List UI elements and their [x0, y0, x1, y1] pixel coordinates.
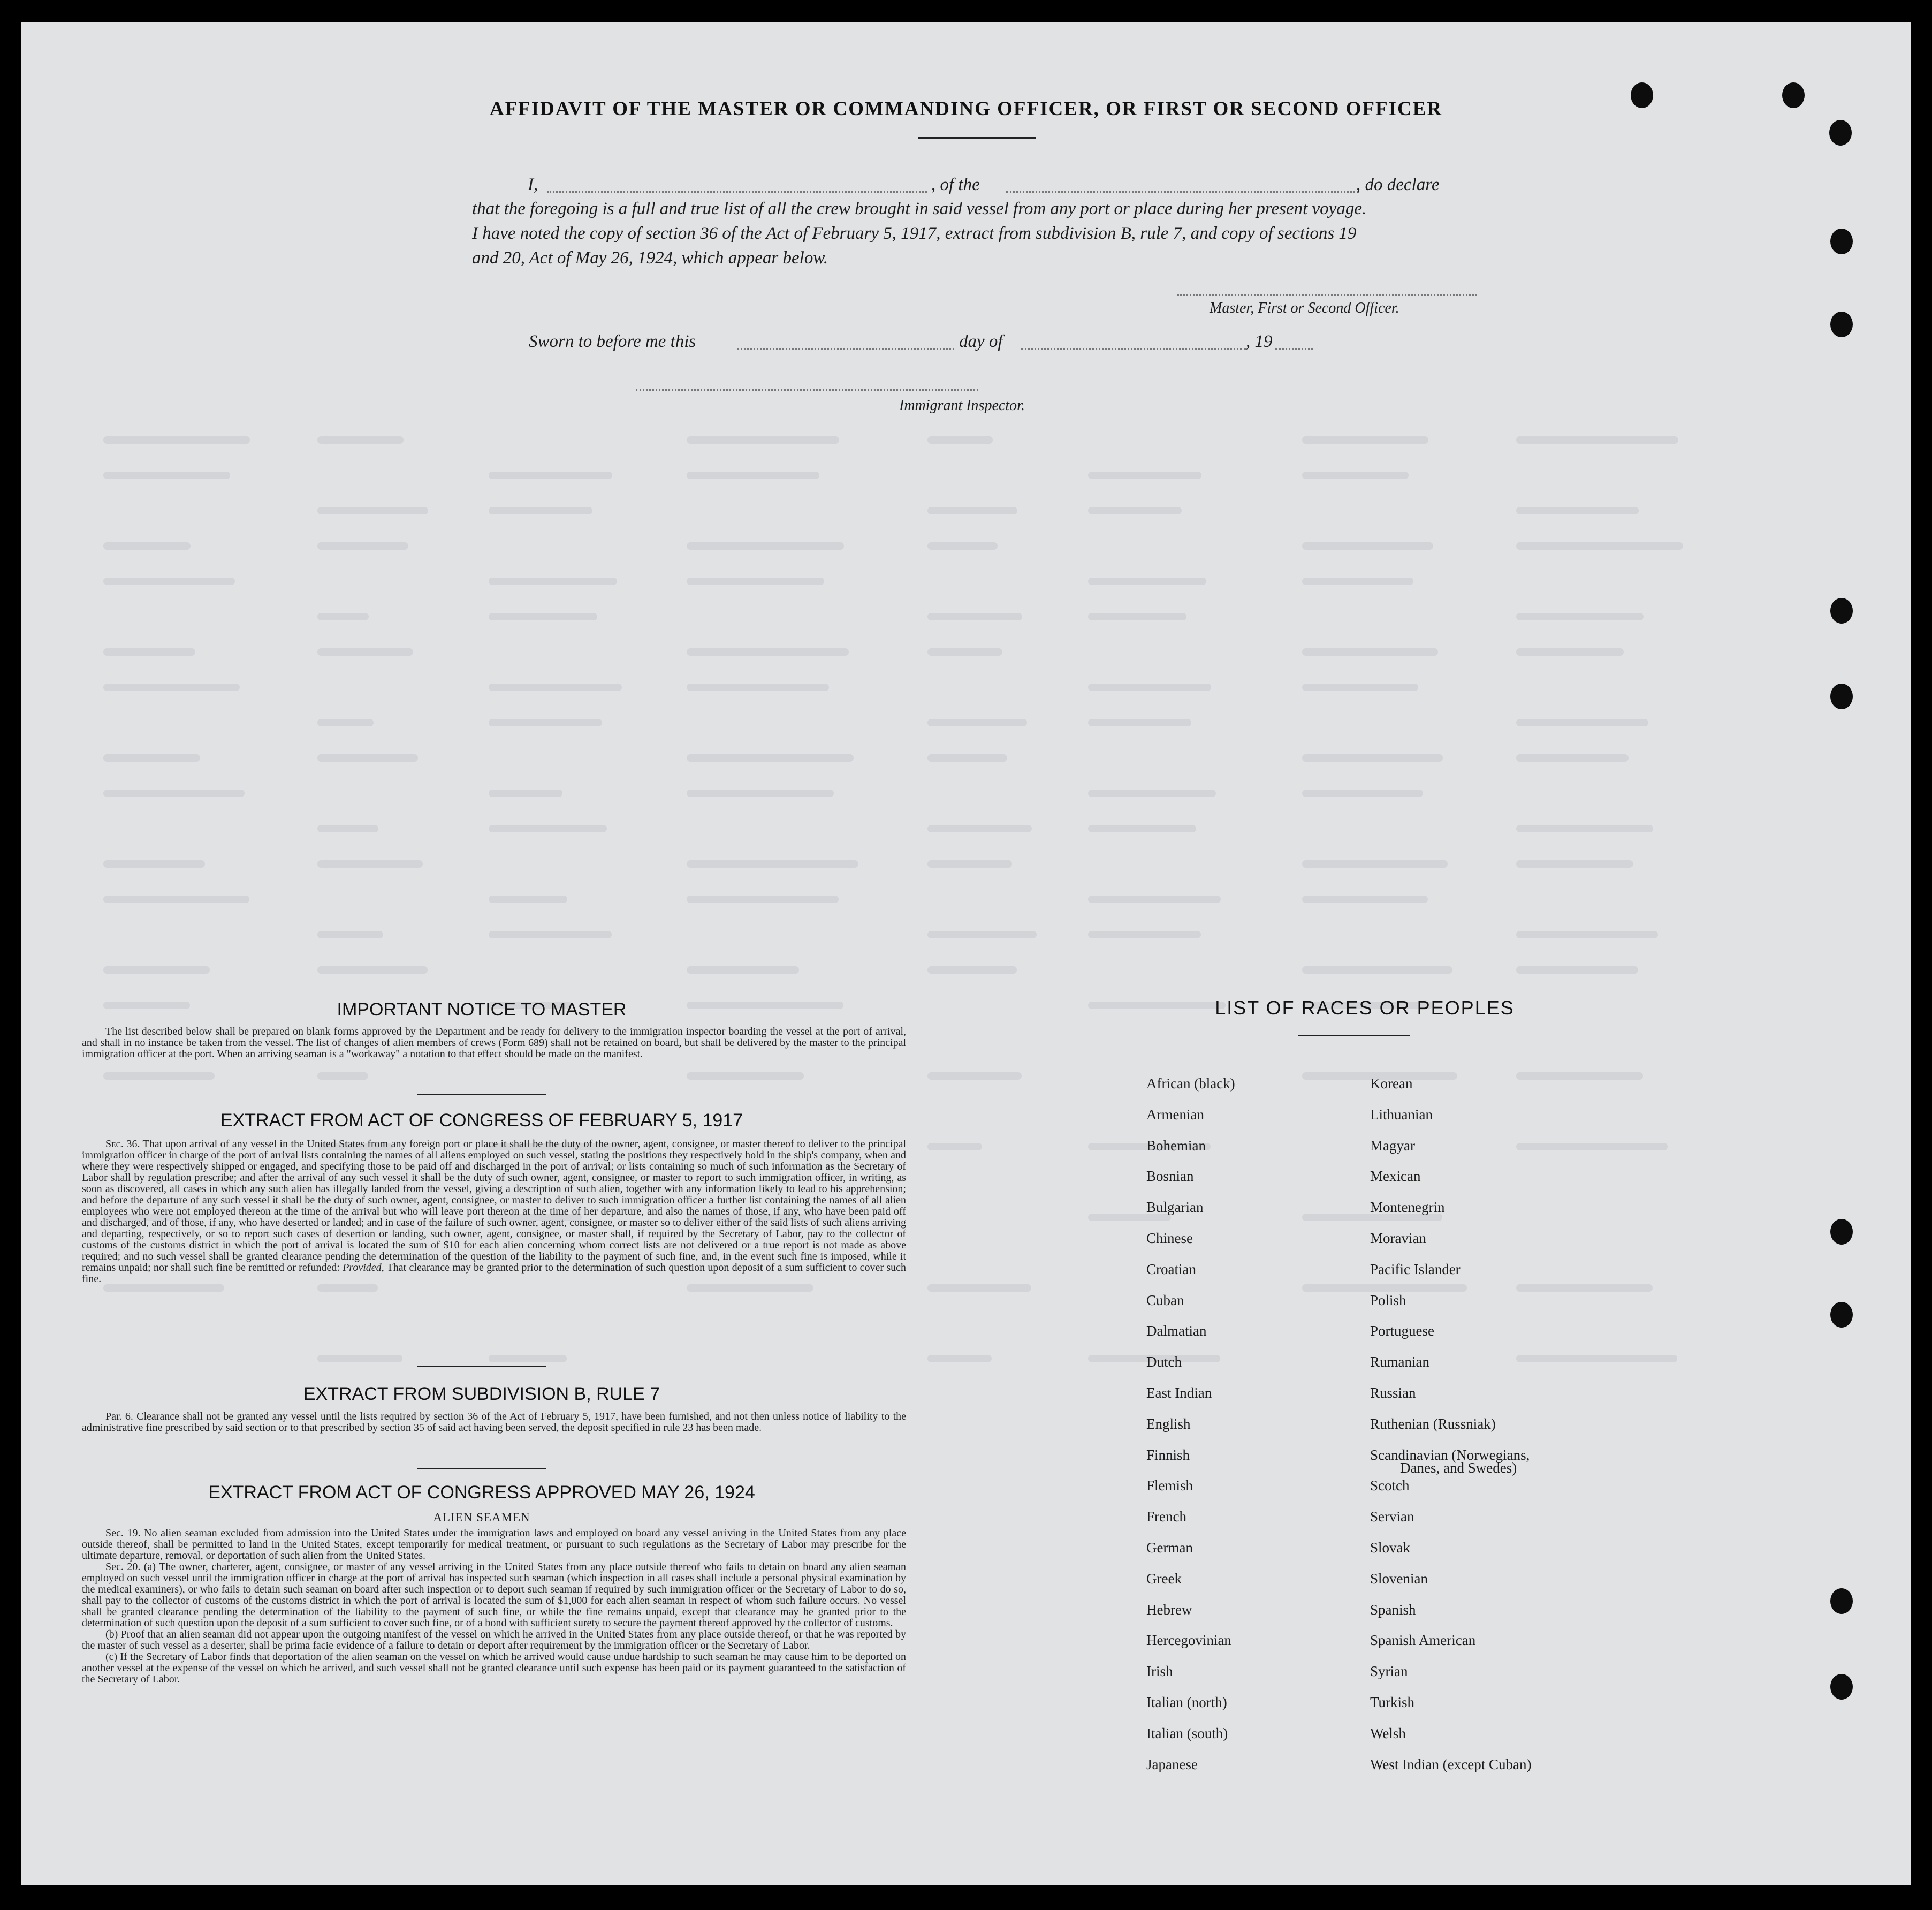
punch-hole	[1830, 312, 1853, 337]
races-divider	[1298, 1035, 1410, 1036]
sec-20a-body: Sec. 20. (a) The owner, charterer, agent, consignee, or master of any vessel arriving in the United States from any place outside thereof who fails to detain on board any alien seaman employed on such vessel until the immigration officer in charge at the port of arrival has inspected such seaman (which inspection in all cases shall include a personal physical examination by the medical examiners), or who fails to detain such seaman on board after such inspection or to deport such seaman if required by such immigration officer or the Secretary of Labor to do so, shall pay to the collector of customs of the customs district in which the port of arrival is located the sum of $1,000 for each alien seaman in respect of whom such failure occurs. No vessel shall be granted clearance pending the determination of the liability to the payment of such fine, or while the fine remains unpaid, except that clearance may be granted prior to the determination of such question upon the deposit of a sum sufficient to cover such fine, or of a bond with sufficient surety to secure the payment thereof approved by the collector of customs.	[82, 1561, 906, 1629]
sec-20b-body: (b) Proof that an alien seaman did not appear upon the outgoing manifest of the vessel on which he arrived in the United States from any place outside thereof, or that he was reported by the master of such vessel as a deserter, shall be prima facie evidence of a failure to detain or deport after requirement by the immigration officer or the Secretary of Labor.	[82, 1628, 906, 1651]
race-left-13: Finnish	[1146, 1447, 1190, 1463]
race-left-11: East Indian	[1146, 1385, 1212, 1401]
sworn-month-blank[interactable]	[1021, 348, 1246, 350]
notice-title: IMPORTANT NOTICE TO MASTER	[337, 999, 627, 1020]
race-right-14: Scotch	[1370, 1477, 1410, 1494]
race-left-2: Armenian	[1146, 1106, 1204, 1123]
race-right-12: Ruthenian (Russniak)	[1370, 1416, 1496, 1432]
race-left-22: Italian (south)	[1146, 1725, 1228, 1741]
race-right-19: Spanish American	[1370, 1632, 1476, 1648]
race-left-1: African (black)	[1146, 1075, 1235, 1092]
race-right-23: West Indian (except Cuban)	[1370, 1756, 1532, 1772]
sec-20c-body: (c) If the Secretary of Labor finds that deportation of the alien seaman on the vessel on which he arrived would cause undue hardship to such seaman he may cause him to be deported on another vessel at the expense of the vessel on which he arrived, and such vessel shall not be granted clearance until such expense has been paid or its payment guaranteed to the satisfaction of the Secretary of Labor.	[82, 1651, 906, 1685]
race-left-8: Cuban	[1146, 1292, 1184, 1308]
affidavit-line-1	[503, 175, 1515, 196]
races-title: LIST OF RACES OR PEOPLES	[1215, 997, 1515, 1019]
section-divider	[417, 1366, 546, 1367]
race-left-19: Hercegovinian	[1146, 1632, 1231, 1648]
section-divider	[417, 1468, 546, 1469]
affidavit-line-4: and 20, Act of May 26, 1924, which appear below.	[472, 248, 828, 268]
race-left-3: Bohemian	[1146, 1138, 1206, 1154]
sec-36-body: That upon arrival of any vessel in the United States from any foreign port or place it shall be the duty of the owner, agent, consignee, or master thereof to deliver to the principal immigration officer in charge of the port of arrival lists containing the names of all aliens employed on such vessel, stating the positions they respectively hold in the ship's company, when and where they were respectively shipped or engaged, and specifying those to be paid off and discharged in the port of arrival; or lists containing so much of such information as the Secretary of Labor shall by regulation prescribe; and after the arrival of any such vessel it shall be the duty of such owner, agent, consignee, or master to report to such immigration officer, in writing, as soon as discovered, all cases in which any such alien has illegally landed from the vessel, giving a description of such alien, together with any information likely to lead to his apprehension; and before the departure of any such vessel it shall be the duty of such owner, agent, consignee, or master to deliver to such immigration officer a further list containing the names of all alien employees who were not employed thereon at the time of the arrival but who will leave port thereon at the time of her departure, and also the names of those, if any, who have been paid off and discharged, and of those, if any, who have deserted or landed; and in case of the failure of such owner, agent, consignee, or master so to deliver either of the said lists of such aliens arriving and departing, respectively, or so to report such cases of desertion or landing, such owner, agent, consignee, or master shall, if required by the Secretary of Labor, pay to the collector of customs of the customs district in which the port of arrival is located the sum of $10 for each alien concerning whom correct lists are not delivered or a true report is not made as above required; and no such vessel shall be granted clearance pending the determination of the question of the liability to the payment of such fine, and, in the event such fine is imposed, while it remains unpaid; nor shall such fine be remitted or refunded:	[82, 1138, 906, 1274]
affidavit-line-2: that the foregoing is a full and true list of all the crew brought in said vessel from any port or place during her present voyage.	[472, 199, 1367, 218]
race-left-6: Chinese	[1146, 1230, 1193, 1246]
year-label: , 19	[1246, 332, 1273, 351]
do-declare-label: , do declare	[1356, 175, 1440, 194]
race-left-21: Italian (north)	[1146, 1694, 1227, 1710]
sec-19-body: Sec. 19. No alien seaman excluded from admission into the United States under the immigration laws and employed on board any vessel arriving in the United States from any place outside thereof, shall be permitted to land in the United States, except temporarily for medical treatment, or pursuant to such regulations as the Secretary of Labor may prescribe for the ultimate departure, removal, or deportation of such alien from the United States.	[82, 1527, 906, 1562]
race-left-16: German	[1146, 1540, 1193, 1556]
race-right-9: Portuguese	[1370, 1323, 1434, 1339]
inspector-label: Immigrant Inspector.	[899, 397, 1025, 414]
race-left-12: English	[1146, 1416, 1191, 1432]
race-right-1: Korean	[1370, 1075, 1413, 1092]
race-left-18: Hebrew	[1146, 1602, 1192, 1618]
race-left-9: Dalmatian	[1146, 1323, 1207, 1339]
race-right-7: Pacific Islander	[1370, 1261, 1461, 1277]
day-of-label: day of	[959, 332, 1003, 351]
sworn-year-blank[interactable]	[1275, 348, 1313, 350]
race-left-5: Bulgarian	[1146, 1199, 1204, 1215]
race-right-4: Mexican	[1370, 1168, 1421, 1184]
punch-hole	[1830, 229, 1853, 254]
master-signature-label: Master, First or Second Officer.	[1210, 300, 1399, 316]
act-1917-text	[82, 1139, 906, 1285]
rule-7-title: EXTRACT FROM SUBDIVISION B, RULE 7	[303, 1384, 660, 1404]
vessel-blank[interactable]	[1006, 191, 1359, 193]
act-1924-title: EXTRACT FROM ACT OF CONGRESS APPROVED MAY 26, 1924	[208, 1482, 755, 1503]
punch-hole	[1829, 120, 1852, 146]
of-the-label: , of the	[931, 175, 980, 194]
section-divider	[417, 1094, 546, 1095]
punch-hole	[1830, 1302, 1853, 1328]
affidavit-title: AFFIDAVIT OF THE MASTER OR COMMANDING OFFICER, OR FIRST OR SECOND OFFICER	[489, 98, 1443, 120]
provided-label: Provided,	[343, 1262, 384, 1274]
race-left-4: Bosnian	[1146, 1168, 1194, 1184]
name-blank[interactable]	[547, 191, 927, 193]
punch-hole	[1830, 1219, 1853, 1245]
race-right-18: Spanish	[1370, 1602, 1416, 1618]
race-left-23: Japanese	[1146, 1756, 1198, 1772]
alien-seamen-subtitle: ALIEN SEAMEN	[433, 1511, 530, 1524]
race-right-20: Syrian	[1370, 1663, 1408, 1679]
punch-hole	[1830, 684, 1853, 709]
sworn-label: Sworn to before me this	[529, 332, 696, 351]
rule-7-body: Par. 6. Clearance shall not be granted any vessel until the lists required by section 36 of the Act of February 5, 1917, have been furnished, and not then unless notice of liability to the administrative fine prescribed by said section or to that prescribed by section 35 of said act having been served, the deposit specified in rule 23 has been made.	[82, 1411, 906, 1434]
race-right-11: Russian	[1370, 1385, 1416, 1401]
document-page	[21, 22, 1911, 1885]
master-signature-blank[interactable]	[1177, 294, 1477, 296]
race-right-3: Magyar	[1370, 1138, 1415, 1154]
race-left-10: Dutch	[1146, 1354, 1182, 1370]
race-left-7: Croatian	[1146, 1261, 1196, 1277]
race-scandinavian-continuation: Danes, and Swedes)	[1400, 1460, 1517, 1476]
race-right-16: Slovak	[1370, 1540, 1411, 1556]
race-right-5: Montenegrin	[1370, 1199, 1445, 1215]
race-left-14: Flemish	[1146, 1477, 1193, 1494]
race-right-17: Slovenian	[1370, 1571, 1428, 1587]
race-right-8: Polish	[1370, 1292, 1406, 1308]
sworn-day-blank[interactable]	[737, 348, 954, 350]
i-label: I,	[528, 175, 538, 194]
race-left-20: Irish	[1146, 1663, 1173, 1679]
race-right-22: Welsh	[1370, 1725, 1406, 1741]
inspector-signature-blank[interactable]	[636, 389, 978, 391]
punch-hole	[1830, 1588, 1853, 1614]
punch-hole	[1830, 1674, 1853, 1700]
sec-36-label: Sec. 36.	[105, 1138, 140, 1150]
notice-text	[82, 1026, 906, 1060]
notice-body: The list described below shall be prepared on blank forms approved by the Department and be ready for delivery to the immigration inspector boarding the vessel at the port of arrival, and shall in no instance be taken from the vessel. The list of changes of alien members of crews (Form 689) shall not be retained on board, but shall be delivered by the master to the principal immigration officer at the port. When an arriving seaman is a "workaway" a notation to that effect should be made on the manifest.	[82, 1026, 906, 1060]
act-1924-text	[82, 1528, 906, 1685]
race-right-6: Moravian	[1370, 1230, 1426, 1246]
title-divider	[918, 137, 1036, 139]
race-right-21: Turkish	[1370, 1694, 1415, 1710]
sworn-line	[529, 332, 1332, 353]
rule-7-text	[82, 1411, 906, 1434]
race-right-2: Lithuanian	[1370, 1106, 1433, 1123]
act-1917-title: EXTRACT FROM ACT OF CONGRESS OF FEBRUARY 5, 1917	[220, 1110, 743, 1131]
sec-36-end: That clearance may be granted prior to the determination of such question upon deposit of a sum sufficient to cover such fine.	[82, 1262, 907, 1285]
race-left-17: Greek	[1146, 1571, 1182, 1587]
race-right-15: Servian	[1370, 1509, 1414, 1525]
punch-hole	[1830, 598, 1853, 624]
affidavit-line-3: I have noted the copy of section 36 of the Act of February 5, 1917, extract from subdivision B, rule 7, and copy of sections 19	[472, 224, 1357, 243]
race-right-10: Rumanian	[1370, 1354, 1429, 1370]
race-right-13: Scandinavian (Norwegians,	[1370, 1447, 1530, 1463]
race-left-15: French	[1146, 1509, 1186, 1525]
